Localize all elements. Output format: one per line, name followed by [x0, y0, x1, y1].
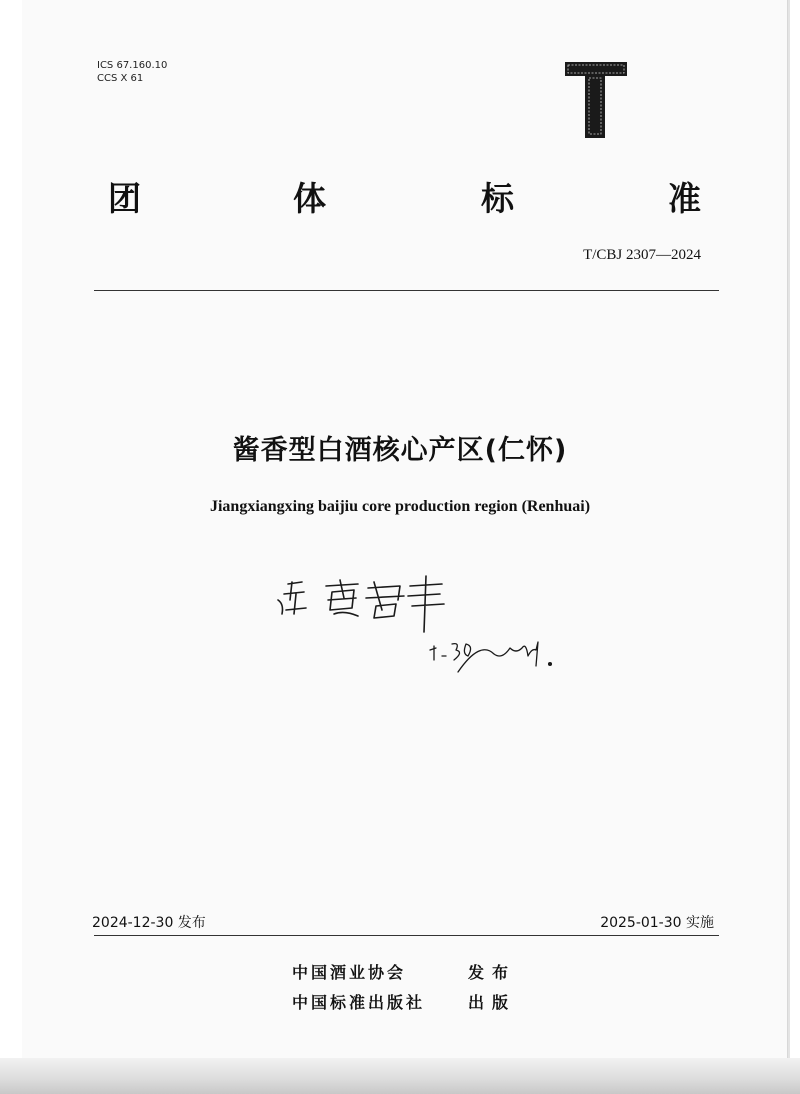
standard-type-char: 准	[668, 179, 701, 218]
document-title-english: Jiangxiangxing baijiu core production region (Renhuai)	[209, 498, 591, 515]
document-page	[22, 0, 788, 1070]
ccs-code: CCS X 61	[97, 73, 144, 84]
top-divider	[94, 290, 719, 291]
publishing-house: 中国标准出版社	[292, 993, 426, 1012]
issue-date: 2024-12-30 发布	[92, 915, 206, 931]
issuing-organization: 中国酒业协会	[292, 963, 407, 982]
ics-code: ICS 67.160.10	[97, 60, 168, 71]
page-edge-shadow	[0, 1058, 800, 1094]
implementation-date: 2025-01-30 实施	[600, 915, 714, 931]
bottom-divider	[94, 935, 719, 936]
issuing-role: 发布	[468, 963, 517, 982]
publishing-role: 出版	[468, 993, 517, 1012]
standard-number: T/CBJ 2307—2024	[583, 247, 701, 263]
t-standard-logo	[565, 62, 627, 138]
classification-codes	[97, 59, 167, 85]
standard-type-char: 团	[108, 179, 141, 218]
handwritten-signature	[270, 570, 570, 680]
standard-type-char: 标	[481, 179, 514, 218]
standard-type-char: 体	[293, 179, 326, 218]
document-title-chinese: 酱香型白酒核心产区(仁怀)	[232, 435, 568, 466]
